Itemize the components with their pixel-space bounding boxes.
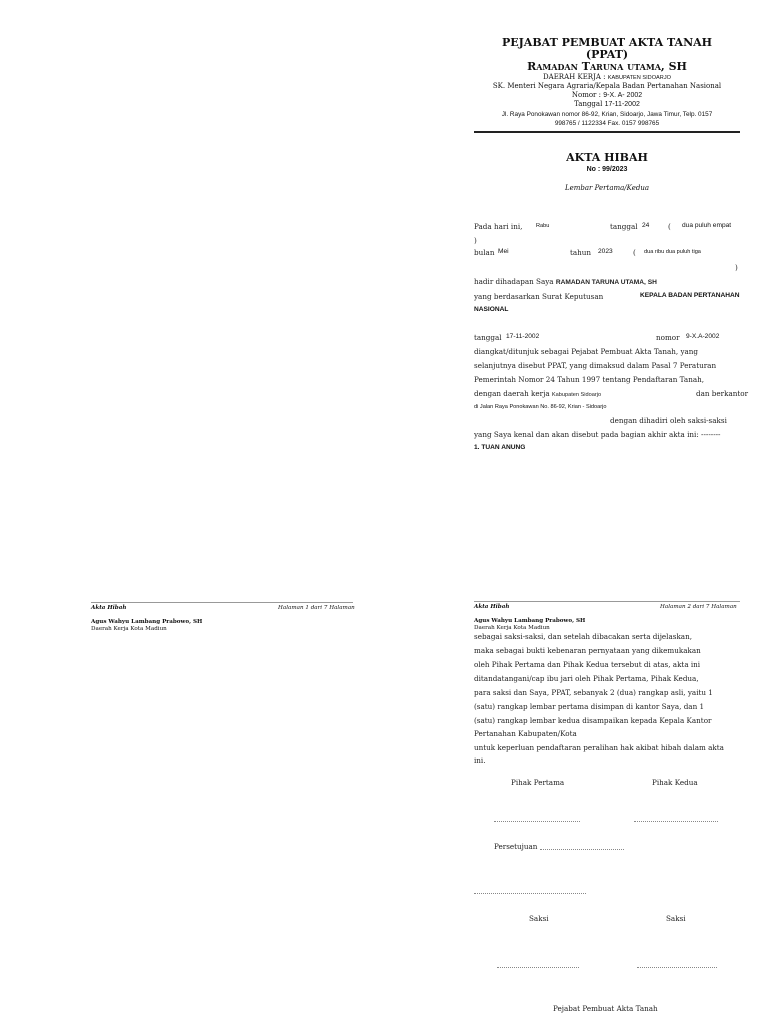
- present-name: RAMADAN TARUNA UTAMA, SH: [555, 279, 657, 286]
- office-address: di Jalan Raya Ponokawan No. 86-92, Krian - Sidoarjo: [474, 404, 607, 410]
- decree-number-label: nomor: [656, 333, 680, 342]
- date-value: 24: [642, 222, 650, 229]
- body-line-9: diangkat/ditunjuk sebagai Pejabat Pembuat Akta Tanah, yang: [474, 347, 699, 356]
- sig-line-saksi-2: [637, 967, 717, 968]
- body-line-14: dengan dihadiri oleh saksi-saksi: [610, 416, 727, 425]
- area-value: KABUPATEN SIDOARJO: [607, 75, 671, 81]
- work-area-label: dengan daerah kerja: [474, 389, 550, 398]
- sig-line-saksi-1: [497, 967, 579, 968]
- day-value: Rabu: [536, 223, 550, 229]
- sig-line-pihak-pertama: [494, 821, 580, 822]
- office-title: PEJABAT PEMBUAT AKTA TANAH: [501, 36, 713, 49]
- deed-sheet: Lembar Pertama/Kedua: [564, 184, 650, 192]
- decree-label: yang berdasarkan Surat Keputusan: [474, 292, 604, 301]
- sig-line-persetujuan-2: [474, 893, 586, 894]
- p2-line-2: maka sebagai bukti kebenaran pernyataan yang dikemukakan: [474, 646, 701, 655]
- footer-left-doc: Akta Hibah: [91, 605, 127, 611]
- p2-line-1: sebagai saksi-saksi, dan setelah dibacakan serta dijelaskan,: [474, 632, 693, 641]
- present-line: [474, 277, 657, 286]
- sig-saksi-2: Saksi: [666, 914, 686, 923]
- footer-left-page: Halaman 1 dari 7 Halaman: [278, 605, 355, 611]
- present-label: hadir dihadapan Saya: [474, 277, 554, 286]
- sig-persetujuan: Persetujuan: [494, 842, 538, 851]
- sig-pihak-kedua: Pihak Kedua: [652, 778, 698, 787]
- year-paren-close: ): [735, 263, 738, 272]
- deed-title: AKTA HIBAH: [566, 151, 648, 164]
- decree-authority-cont: NASIONAL: [474, 306, 509, 313]
- decree-number-value: 9-X.A-2002: [686, 333, 720, 340]
- deed-number: No : 99/2023: [586, 166, 628, 173]
- body-line-12: [474, 389, 601, 398]
- year-paren-open: (: [633, 248, 636, 257]
- nomor-label: Nomor :: [571, 91, 601, 99]
- ppat-name: Ramadan Taruna utama, SH: [527, 60, 687, 73]
- year-value: 2023: [598, 248, 613, 255]
- nomor-line: [474, 91, 740, 99]
- decree-authority: KEPALA BADAN PERTANAHAN: [640, 292, 740, 299]
- header-divider: [474, 131, 740, 133]
- p2-line-7: (satu) rangkap lembar kedua disampaikan kepada Kepala Kantor: [474, 716, 712, 725]
- p2-line-10: ini.: [474, 756, 486, 765]
- sig-saksi-1: Saksi: [529, 914, 549, 923]
- p2-line-3: oleh Pihak Pertama dan Pihak Kedua tersebut di atas, akta ini: [474, 660, 701, 669]
- tanggal-label: Tanggal: [574, 100, 603, 108]
- footer-right-divider: [474, 601, 740, 602]
- month-value: Mei: [498, 248, 509, 255]
- sig-ppat: Pejabat Pembuat Akta Tanah: [553, 1004, 658, 1013]
- body-line-15: yang Saya kenal dan akan disebut pada bagian akhir akta ini: --------: [474, 430, 721, 439]
- sig-line-persetujuan: [540, 849, 624, 850]
- date-paren-close: ): [474, 236, 477, 245]
- date-label: tanggal: [610, 222, 638, 231]
- footer-right-doc: Akta Hibah: [474, 604, 510, 610]
- decree-date-value: 17-11-2002: [506, 333, 540, 340]
- footer-left-area: Daerah Kerja Kota Madiun: [91, 626, 167, 632]
- work-area-value: Kabupaten Sidoarjo: [551, 392, 602, 398]
- witness-1: 1. TUAN ANUNG: [474, 444, 526, 451]
- date-paren-open: (: [668, 222, 671, 231]
- office-abbr: (PPAT): [585, 48, 629, 61]
- p2-line-8: Pertanahan Kabupaten/Kota: [474, 729, 577, 738]
- address-line-1: Jl. Raya Ponokawan nomor 86-92, Krian, Sidoarjo, Jawa Timur, Telp. 0157: [501, 111, 713, 118]
- sk-line: SK. Menteri Negara Agraria/Kepala Badan Pertanahan Nasional: [492, 82, 722, 90]
- area-line: [474, 73, 740, 81]
- address-line-2: 998765 / 1122334 Fax. 0157 998765: [554, 120, 660, 127]
- p2-line-5: para saksi dan Saya, PPAT, sebanyak 2 (dua) rangkap asli, yaitu 1: [474, 688, 713, 697]
- body-line-10: selanjutnya disebut PPAT, yang dimaksud dalam Pasal 7 Peraturan: [474, 361, 717, 370]
- tanggal-value: 17-11-2002: [604, 101, 640, 108]
- month-label: bulan: [474, 248, 495, 257]
- tanggal-line: [474, 100, 740, 108]
- day-label: Pada hari ini,: [474, 222, 523, 231]
- footer-right-person: Agus Wahyu Lambang Prabowo, SH: [474, 618, 586, 624]
- office-at-label: dan berkantor: [696, 389, 749, 398]
- p2-line-9: untuk keperluan pendaftaran peralihan hak akibat hibah dalam akta: [474, 743, 724, 752]
- footer-right-area: Daerah Kerja Kota Madiun: [474, 625, 550, 631]
- year-words: dua ribu dua puluh tiga: [644, 249, 701, 255]
- body-line-11: Pemerintah Nomor 24 Tahun 1997 tentang Pendaftaran Tanah,: [474, 375, 705, 384]
- decree-date-label: tanggal: [474, 333, 502, 342]
- area-label: DAERAH KERJA :: [543, 73, 606, 81]
- nomor-value: 9-X. A- 2002: [603, 92, 643, 99]
- footer-left-divider: [91, 602, 353, 603]
- footer-right-page: Halaman 2 dari 7 Halaman: [660, 604, 737, 610]
- date-words: dua puluh empat: [682, 222, 732, 229]
- year-label: tahun: [570, 248, 592, 257]
- p2-line-6: (satu) rangkap lembar pertama disimpan di kantor Saya, dan 1: [474, 702, 705, 711]
- p2-line-4: ditandatangani/cap ibu jari oleh Pihak Pertama, Pihak Kedua,: [474, 674, 699, 683]
- sig-line-pihak-kedua: [634, 821, 718, 822]
- sig-pihak-pertama: Pihak Pertama: [511, 778, 565, 787]
- footer-left-person: Agus Wahyu Lambang Prabowo, SH: [91, 619, 203, 625]
